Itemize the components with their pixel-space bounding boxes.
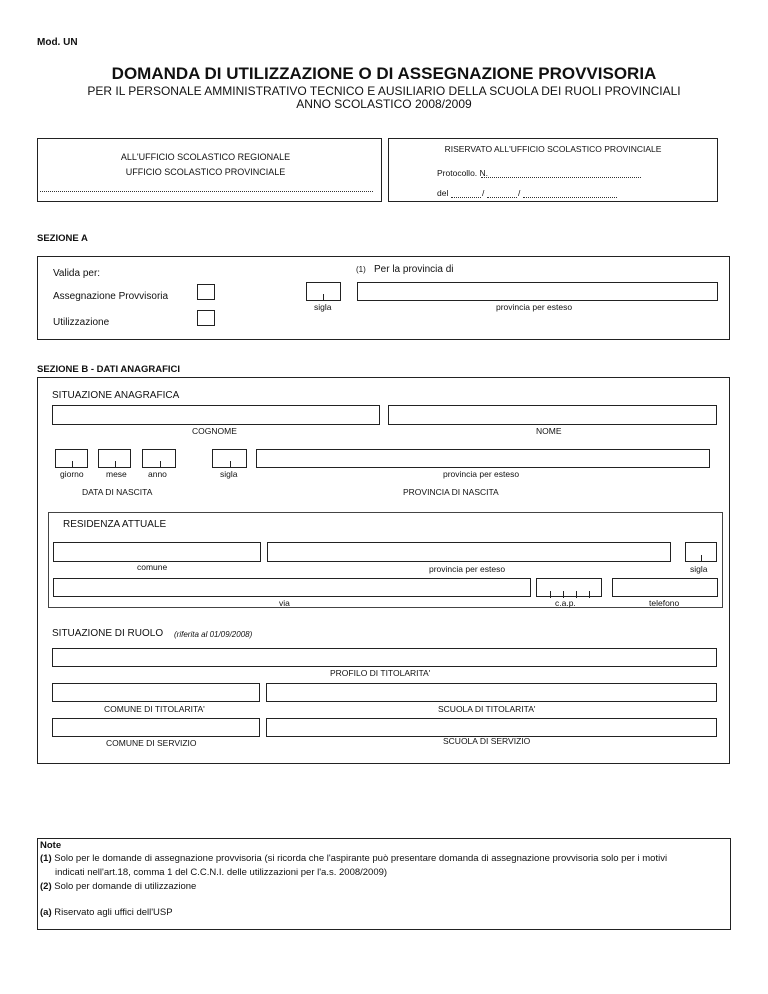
provincia-sigla-field[interactable] [306,282,341,301]
residenza-sigla-caption: sigla [690,564,708,574]
giorno-caption: giorno [60,469,84,479]
situazione-anagrafica-title: SITUAZIONE ANAGRAFICA [52,390,180,401]
section-b-title: SEZIONE B - DATI ANAGRAFICI [37,364,181,375]
via-field[interactable] [53,578,531,597]
telefono-field[interactable] [612,578,718,597]
provincia-esteso-caption: provincia per esteso [496,302,573,312]
residenza-provincia-caption: provincia per esteso [429,564,506,574]
residenza-box [48,512,723,608]
section-a-title: SEZIONE A [37,233,88,244]
provincia-nascita-caption: PROVINCIA DI NASCITA [403,487,499,497]
scuola-titolarita-caption: SCUOLA DI TITOLARITA' [438,704,536,714]
per-provincia-label: Per la provincia di [374,264,454,275]
notes-title: Note [40,840,62,851]
situazione-ruolo-title: SITUAZIONE DI RUOLO [52,628,164,639]
note-1-cont: indicati nell'art.18, comma 1 del C.C.N.I. delle utilizzazioni per l'a.s. 2008/2009) [55,867,388,878]
form-code: Mod. UN [37,37,78,48]
via-caption: via [279,598,290,608]
field-tick [701,555,702,562]
note-ref-1: (1) [356,265,366,274]
mese-field[interactable] [98,449,131,468]
valida-per-label: Valida per: [53,268,101,279]
nome-caption: NOME [536,426,562,436]
note-1 [40,853,667,864]
comune-field[interactable] [53,542,261,562]
utilizzazione-checkbox[interactable] [197,310,215,326]
date-separator: / [482,188,485,198]
provincia-esteso-caption: provincia per esteso [443,469,520,479]
mese-caption: mese [106,469,127,479]
giorno-field[interactable] [55,449,88,468]
scuola-servizio-caption: SCUOLA DI SERVIZIO [443,736,531,746]
note-1-text: Solo per le domande di assegnazione provvisoria (si ricorda che l'aspirante può presentare domanda di assegnazione provvisoria solo per i motivi [54,853,668,864]
sigla-caption: sigla [314,302,332,312]
assegnazione-checkbox[interactable] [197,284,215,300]
reserved-title: RISERVATO ALL'UFFICIO SCOLASTICO PROVINCIALE [444,144,662,154]
field-tick [323,294,324,301]
protocollo-label: Protocollo. N. [437,168,489,178]
field-tick [589,591,590,598]
page-title: DOMANDA DI UTILIZZAZIONE O DI ASSEGNAZIONE PROVVISORIA [111,64,657,83]
cognome-caption: COGNOME [192,426,237,436]
date-separator: / [518,188,521,198]
field-tick [230,461,231,468]
scuola-servizio-field[interactable] [266,718,717,737]
nome-field[interactable] [388,405,717,425]
nascita-sigla-field[interactable] [212,449,247,468]
cognome-field[interactable] [52,405,380,425]
field-tick [576,591,577,598]
note-a-text: Riservato agli uffici dell'USP [54,907,173,918]
data-nascita-caption: DATA DI NASCITA [82,487,153,497]
comune-titolarita-caption: COMUNE DI TITOLARITA' [104,704,205,714]
comune-caption: comune [137,562,168,572]
note-2-text: Solo per domande di utilizzazione [54,881,197,892]
residenza-sigla-field[interactable] [685,542,717,562]
situazione-ruolo-date: (riferita al 01/09/2008) [174,630,253,639]
provincia-esteso-field[interactable] [357,282,718,301]
residenza-title: RESIDENZA ATTUALE [63,519,167,530]
note-1-ref: (1) [40,853,52,864]
addressee-box [37,138,382,202]
scuola-titolarita-field[interactable] [266,683,717,702]
assegnazione-label: Assegnazione Provvisoria [53,291,169,302]
section-b-box [37,377,730,764]
field-tick [160,461,161,468]
note-2-ref: (2) [40,881,52,892]
section-a-box [37,256,730,340]
note-2 [40,881,196,892]
reserved-box [388,138,718,202]
nascita-sigla-caption: sigla [220,469,238,479]
comune-servizio-field[interactable] [52,718,260,737]
field-tick [563,591,564,598]
profilo-field[interactable] [52,648,717,667]
addressee-line2: UFFICIO SCOLASTICO PROVINCIALE [125,167,286,177]
field-tick [115,461,116,468]
anno-field[interactable] [142,449,176,468]
comune-servizio-caption: COMUNE DI SERVIZIO [106,738,197,748]
del-month-field[interactable] [487,197,517,198]
del-label: del [437,188,449,198]
cap-caption: c.a.p. [555,598,576,608]
addressee-line1: ALL'UFFICIO SCOLASTICO REGIONALE [120,152,291,162]
field-tick [550,591,551,598]
cap-field[interactable] [536,578,602,597]
residenza-provincia-field[interactable] [267,542,671,562]
profilo-caption: PROFILO DI TITOLARITA' [330,668,431,678]
protocollo-field[interactable] [481,177,641,178]
addressee-fill-line[interactable] [40,191,373,192]
note-a [40,907,173,918]
provincia-nascita-field[interactable] [256,449,710,468]
field-tick [72,461,73,468]
anno-caption: anno [148,469,167,479]
telefono-caption: telefono [649,598,680,608]
comune-titolarita-field[interactable] [52,683,260,702]
page-subtitle: PER IL PERSONALE AMMINISTRATIVO TECNICO E AUSILIARIO DELLA SCUOLA DEI RUOLI PROVINCIALI [87,84,681,98]
del-day-field[interactable] [451,197,481,198]
del-year-field[interactable] [523,197,617,198]
school-year: ANNO SCOLASTICO 2008/2009 [296,97,472,111]
notes-box [37,838,731,930]
note-a-ref: (a) [40,907,52,918]
utilizzazione-label: Utilizzazione [53,317,110,328]
